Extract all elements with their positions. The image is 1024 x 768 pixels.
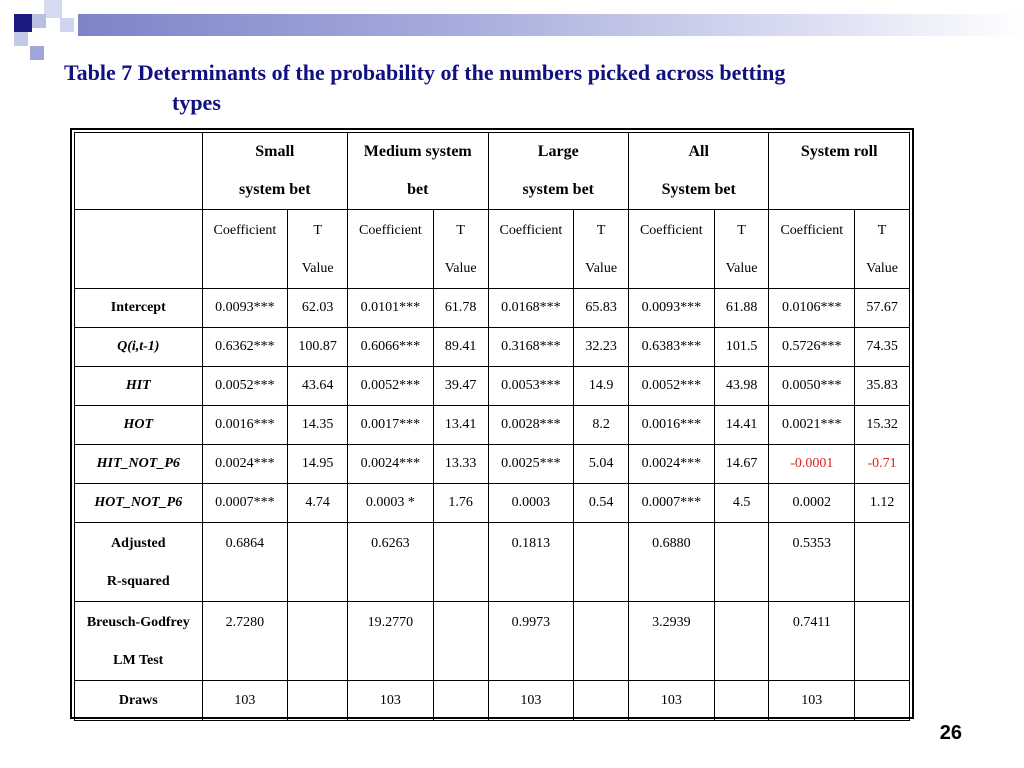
table-cell: [574, 523, 629, 602]
coefficient-header: Coefficient: [769, 210, 855, 289]
corner-cell: [75, 210, 203, 289]
t-label: T: [596, 223, 606, 238]
group-header: [628, 133, 768, 210]
table-cell: [714, 602, 769, 681]
table-cell: 4.5: [714, 484, 769, 523]
table-cell: 0.0016***: [628, 406, 714, 445]
t-label: T: [456, 223, 465, 238]
table-cell: 103: [488, 681, 574, 721]
table-cell: 0.0052***: [628, 367, 714, 406]
subheader-row: [75, 210, 910, 289]
table-row: [75, 367, 910, 406]
slide-title: [64, 58, 944, 118]
t-value-header: [433, 210, 488, 289]
table-cell: 14.35: [288, 406, 348, 445]
results-table: [74, 132, 910, 721]
table-cell: 0.5353: [769, 523, 855, 602]
table-cell: 3.2939: [628, 602, 714, 681]
table-cell: [574, 602, 629, 681]
coefficient-header: Coefficient: [488, 210, 574, 289]
table-cell: 14.67: [714, 445, 769, 484]
table-row: [75, 445, 910, 484]
group-line: System roll: [800, 143, 878, 160]
t-label: T: [877, 223, 887, 238]
table-row: [75, 328, 910, 367]
group-line: bet: [407, 181, 429, 198]
table-header-row: [75, 133, 910, 210]
row-label-line: Breusch-Godfrey: [86, 615, 190, 630]
table-cell: 13.33: [433, 445, 488, 484]
table-cell: 43.64: [288, 367, 348, 406]
table-cell: 101.5: [714, 328, 769, 367]
table-cell: 103: [628, 681, 714, 721]
table-cell: 0.0024***: [628, 445, 714, 484]
table-cell: 0.54: [574, 484, 629, 523]
table-cell: 4.74: [288, 484, 348, 523]
table-cell: [714, 681, 769, 721]
value-label: Value: [585, 261, 618, 276]
table-cell: 0.7411: [769, 602, 855, 681]
table-cell: 2.7280: [202, 602, 288, 681]
row-label-line: R-squared: [106, 574, 170, 589]
value-label: Value: [866, 261, 899, 276]
corner-cell: [75, 133, 203, 210]
table-cell: -0.71: [855, 445, 910, 484]
value-label: Value: [301, 261, 334, 276]
table-cell: 19.2770: [348, 602, 434, 681]
table-cell: [433, 523, 488, 602]
table-cell: 61.78: [433, 289, 488, 328]
group-header: [769, 133, 910, 210]
table-cell: 1.76: [433, 484, 488, 523]
decor-square: [14, 32, 28, 46]
group-header: [202, 133, 347, 210]
t-value-header: [855, 210, 910, 289]
table-cell: 0.0024***: [348, 445, 434, 484]
group-header: [348, 133, 488, 210]
title-line-1: Table 7 Determinants of the probability of the numbers picked across betting: [64, 60, 786, 85]
table-cell: 0.0106***: [769, 289, 855, 328]
table-cell: 103: [769, 681, 855, 721]
table-cell: 103: [202, 681, 288, 721]
row-label: [75, 602, 203, 681]
table-cell: 0.0007***: [628, 484, 714, 523]
table-cell: 5.04: [574, 445, 629, 484]
table-cell: 14.41: [714, 406, 769, 445]
value-label: Value: [444, 261, 477, 276]
group-line: All: [688, 143, 709, 160]
table-cell: 65.83: [574, 289, 629, 328]
table-cell: 0.0003 *: [348, 484, 434, 523]
table-cell: 74.35: [855, 328, 910, 367]
table-cell: 0.0052***: [202, 367, 288, 406]
group-line: Medium system: [363, 143, 472, 160]
table-cell: 0.0017***: [348, 406, 434, 445]
row-label-line: Adjusted: [111, 536, 166, 551]
table-cell: [288, 602, 348, 681]
table-cell: 0.0003: [488, 484, 574, 523]
table-cell: [855, 602, 910, 681]
table-row: [75, 406, 910, 445]
table-cell: 0.9973: [488, 602, 574, 681]
table-cell: 62.03: [288, 289, 348, 328]
table-cell: 14.95: [288, 445, 348, 484]
table-cell: 57.67: [855, 289, 910, 328]
table-cell: 0.5726***: [769, 328, 855, 367]
table-cell: 89.41: [433, 328, 488, 367]
table-cell: 13.41: [433, 406, 488, 445]
table-cell: 0.6864: [202, 523, 288, 602]
table-cell: 0.0025***: [488, 445, 574, 484]
table-cell: 8.2: [574, 406, 629, 445]
table-row: [75, 289, 910, 328]
group-line: system bet: [239, 181, 311, 198]
table-cell: [855, 681, 910, 721]
table-cell: 0.0016***: [202, 406, 288, 445]
table-cell: 0.0028***: [488, 406, 574, 445]
table-cell: 100.87: [288, 328, 348, 367]
table-cell: 15.32: [855, 406, 910, 445]
row-label: HIT_NOT_P6: [75, 445, 203, 484]
table-cell: 0.6362***: [202, 328, 288, 367]
row-label: [75, 523, 203, 602]
coefficient-header: Coefficient: [202, 210, 288, 289]
decor-square: [14, 14, 32, 32]
group-line: system bet: [522, 181, 594, 198]
table-cell: 0.0101***: [348, 289, 434, 328]
row-label: Intercept: [75, 289, 203, 328]
page-number: 26: [939, 722, 962, 744]
table-cell: 0.6263: [348, 523, 434, 602]
table-cell: 0.0093***: [628, 289, 714, 328]
value-label: Value: [725, 261, 758, 276]
decor-square: [60, 18, 74, 32]
table-cell: [288, 523, 348, 602]
group-header: [488, 133, 628, 210]
table-cell: [855, 523, 910, 602]
t-value-header: [574, 210, 629, 289]
breusch-godfrey-row: [75, 602, 910, 681]
title-line-2: types: [172, 90, 221, 115]
table-cell: 0.0052***: [348, 367, 434, 406]
table-cell: 35.83: [855, 367, 910, 406]
table-cell: 0.0007***: [202, 484, 288, 523]
t-label: T: [313, 223, 322, 238]
results-table-frame: [70, 128, 914, 719]
header-gradient-bar: [78, 14, 1024, 36]
table-cell: [433, 681, 488, 721]
table-cell: 1.12: [855, 484, 910, 523]
adjusted-r2-row: [75, 523, 910, 602]
table-cell: 0.0024***: [202, 445, 288, 484]
table-cell: 0.6066***: [348, 328, 434, 367]
decor-square: [32, 14, 46, 28]
table-cell: 0.0021***: [769, 406, 855, 445]
group-line: System bet: [661, 181, 736, 198]
row-label: Q(i,t-1): [75, 328, 203, 367]
decor-square: [30, 46, 44, 60]
table-cell: 39.47: [433, 367, 488, 406]
table-cell: 0.0093***: [202, 289, 288, 328]
table-row: [75, 484, 910, 523]
table-cell: 0.3168***: [488, 328, 574, 367]
table-cell: 0.0053***: [488, 367, 574, 406]
row-label: HIT: [75, 367, 203, 406]
table-cell: [288, 681, 348, 721]
table-cell: 0.0168***: [488, 289, 574, 328]
group-line: Large: [537, 143, 579, 160]
coefficient-header: Coefficient: [628, 210, 714, 289]
row-label-line: LM Test: [113, 653, 164, 668]
table-cell: 61.88: [714, 289, 769, 328]
table-cell: 103: [348, 681, 434, 721]
table-cell: -0.0001: [769, 445, 855, 484]
table-cell: 0.6880: [628, 523, 714, 602]
t-label: T: [737, 223, 746, 238]
table-cell: 0.1813: [488, 523, 574, 602]
table-cell: 32.23: [574, 328, 629, 367]
table-cell: [574, 681, 629, 721]
row-label: HOT: [75, 406, 203, 445]
t-value-header: [714, 210, 769, 289]
row-label: Draws: [75, 681, 203, 721]
table-cell: 0.0050***: [769, 367, 855, 406]
decor-square: [44, 0, 62, 18]
table-cell: [714, 523, 769, 602]
table-cell: 0.6383***: [628, 328, 714, 367]
group-line: Small: [255, 143, 295, 160]
table-cell: [433, 602, 488, 681]
table-cell: 0.0002: [769, 484, 855, 523]
coefficient-header: Coefficient: [348, 210, 434, 289]
draws-row: [75, 681, 910, 721]
row-label: HOT_NOT_P6: [75, 484, 203, 523]
table-cell: 14.9: [574, 367, 629, 406]
table-cell: 43.98: [714, 367, 769, 406]
t-value-header: [288, 210, 348, 289]
